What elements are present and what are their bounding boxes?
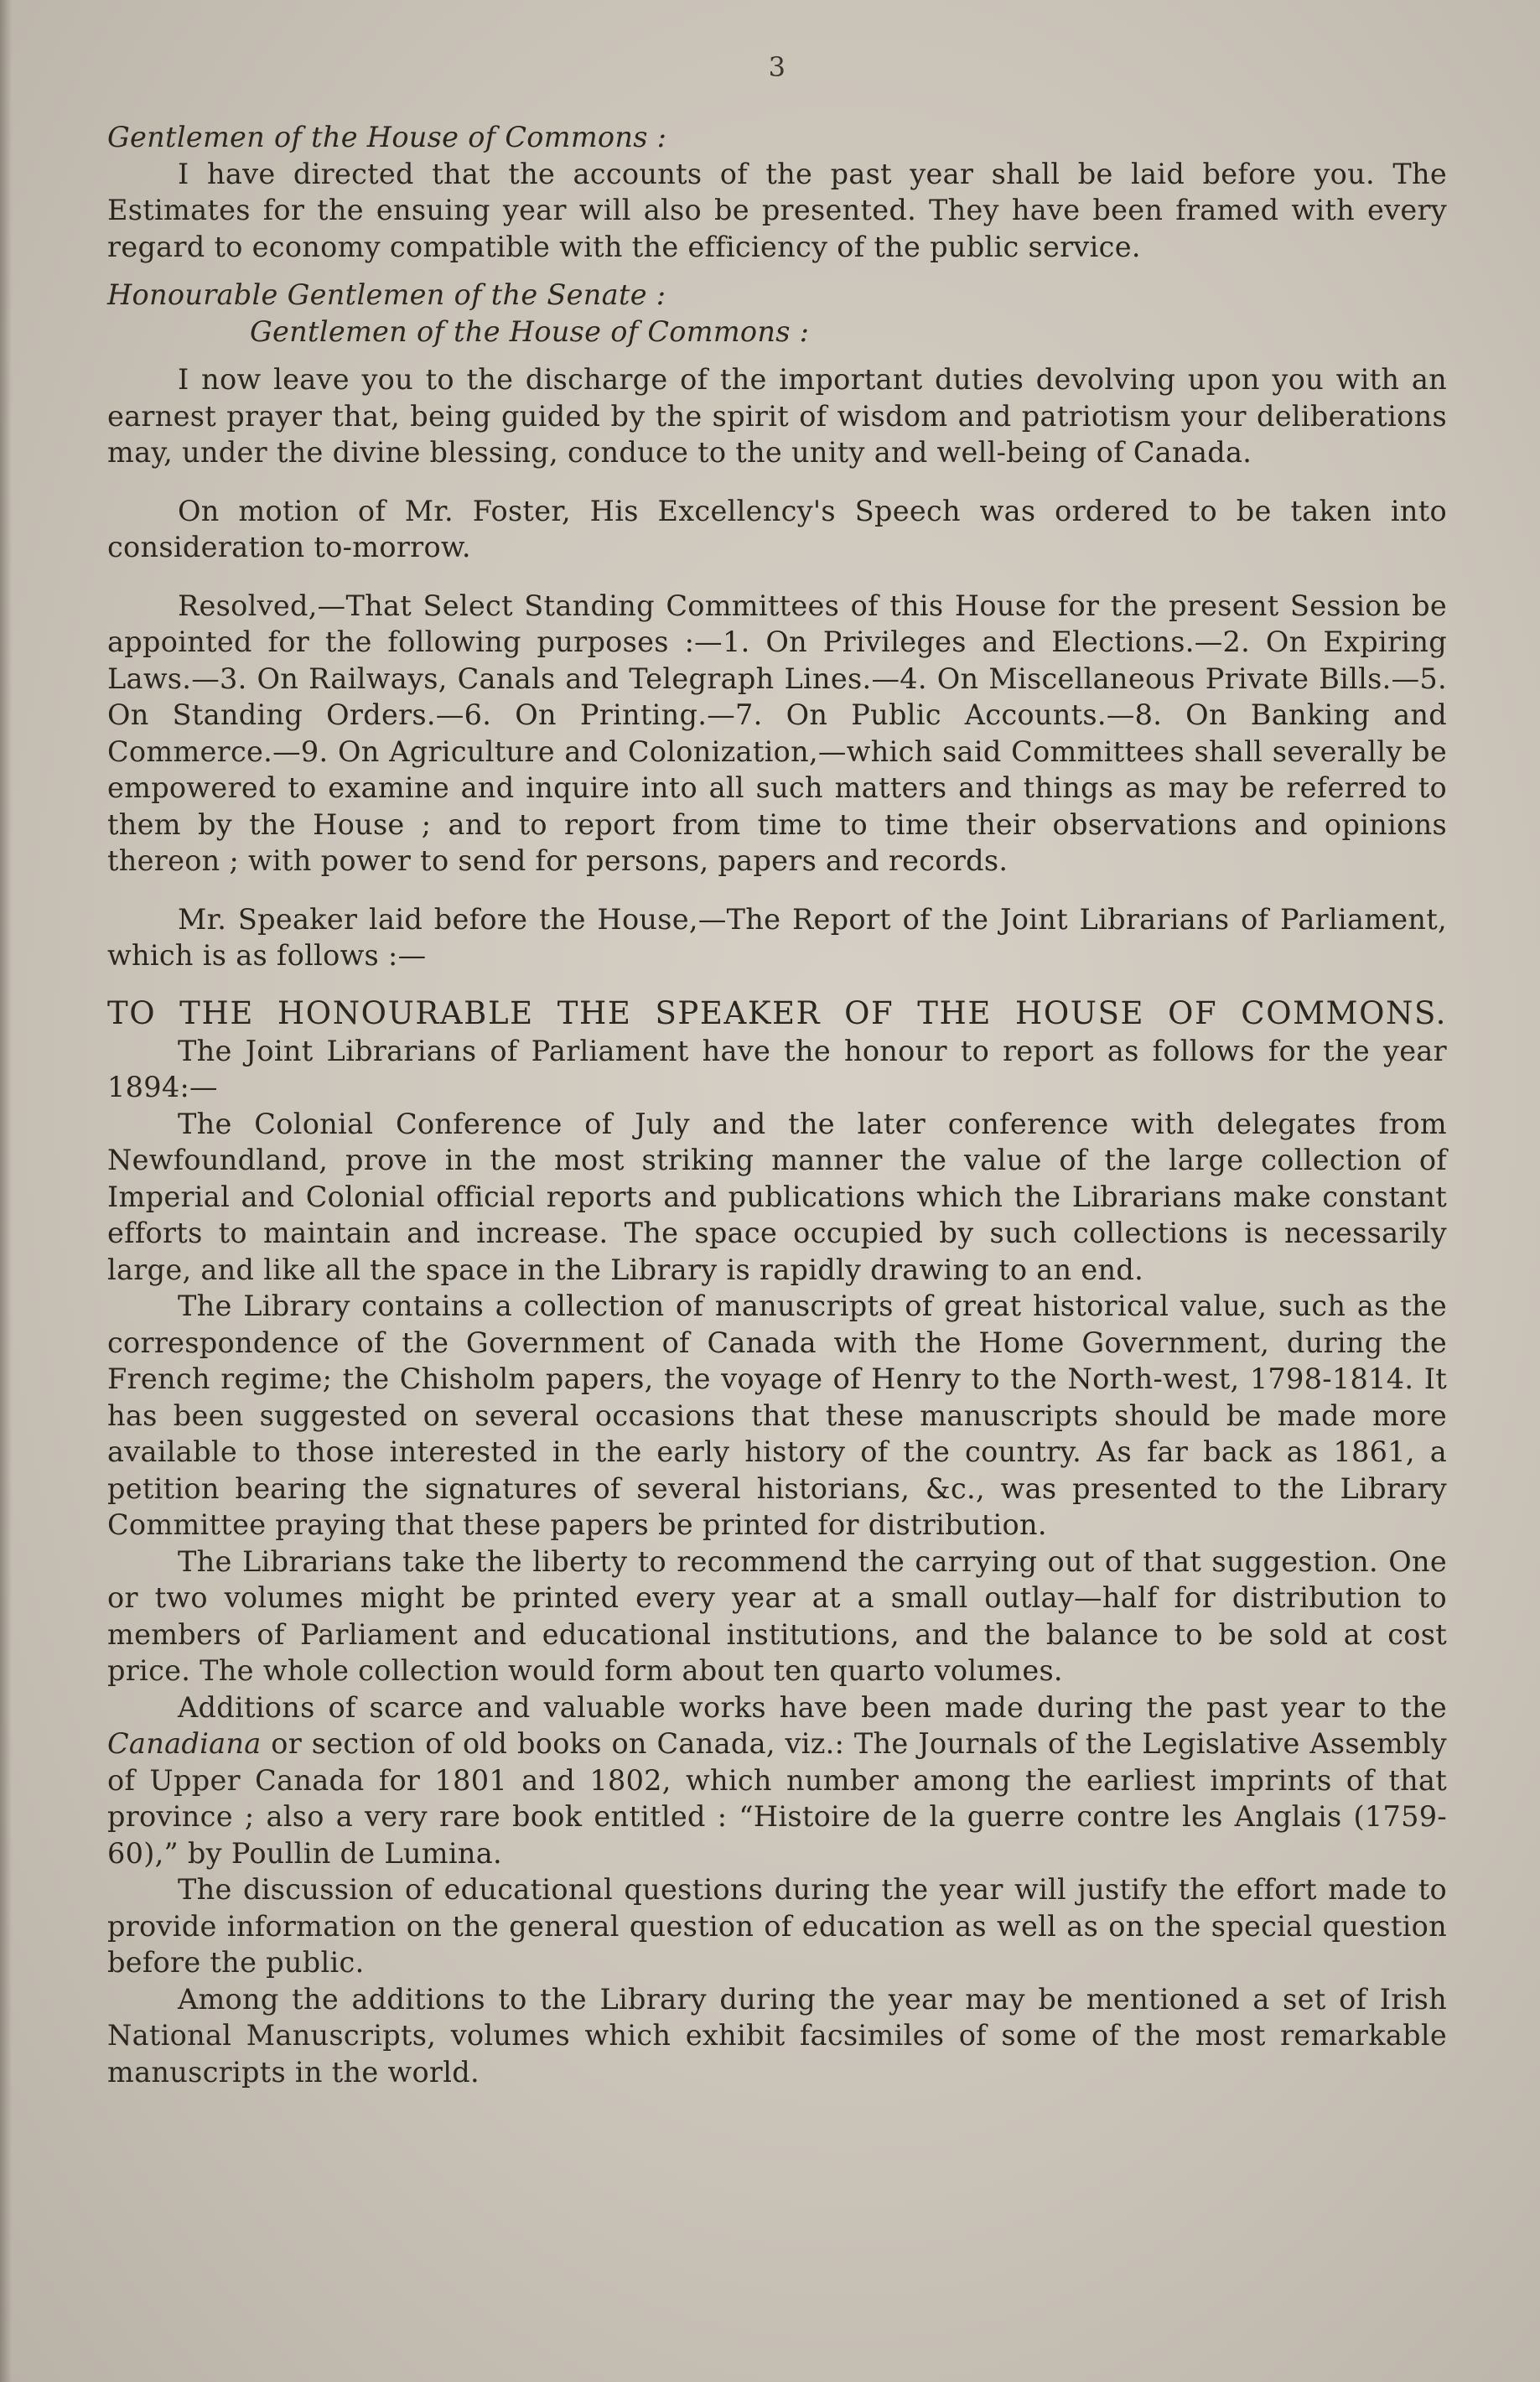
report-heading: TO THE HONOURABLE THE SPEAKER OF THE HOUSE OF COMMONS. <box>107 994 1447 1031</box>
additions-text-end: or section of old books on Canada, viz.: The Journals of the Legislative Assembly of Upper Canada for 1801 and 1802, which number among the earliest imprints of that province ; also a very rare book entitled : “Histoire de la guerre contre les Anglais (1759-60),” by Poullin de Lumina. <box>107 1727 1447 1870</box>
paragraph-resolved: Resolved,—That Select Standing Committees of this House for the present Session be appointed for the following purposes :—1. On Privileges and Elections.—2. On Expiring Laws.—3. On Railways, Canals and Telegraph Lines.—4. On Miscellaneous Private Bills.—5. On Standing Orders.—6. On Printing.—7. On Public Accounts.—8. On Banking and Commerce.—9. On Agriculture and Colonization,—which said Committees shall severally be empowered to examine and inquire into all such matters and things as may be referred to them by the House ; and to report from time to time their observations and opinions thereon ; with power to send for persons, papers and records. <box>107 589 1447 877</box>
report-education-paragraph: The discussion of educational questions during the year will justify the effort made to provide information on the general question of education as well as on the special question before the public. <box>107 1873 1447 1979</box>
report-recommend-paragraph: The Librarians take the liberty to recommend the carrying out of that suggestion. One or two volumes might be printed every year at a small outlay—half for distribution to members of Parliament and educational institutions, and the balance to be sold at cost price. The whole collection would form about ten quarto volumes. <box>107 1544 1447 1687</box>
report-intro: The Joint Librarians of Parliament have the honour to report as follows for the year 1894:— <box>107 1034 1447 1103</box>
salutation-commons: Gentlemen of the House of Commons : <box>107 121 667 153</box>
salutation-senate: Honourable Gentlemen of the Senate : <box>107 278 666 311</box>
report-additions-paragraph <box>107 1689 1447 1872</box>
paragraph-prayer: I now leave you to the discharge of the important duties devolving upon you with an earnest prayer that, being guided by the spirit of wisdom and patriotism your deliberations may, under the divine blessing, conduce to the unity and well-being of Canada. <box>107 363 1447 469</box>
page-number: 3 <box>768 51 786 83</box>
additions-text-start: Additions of scarce and valuable works have been made during the past year to the <box>178 1690 1447 1724</box>
paragraph-speaker: Mr. Speaker laid before the House,—The Report of the Joint Librarians of Parliament, which is as follows :— <box>107 902 1447 972</box>
report-manuscripts-paragraph: The Library contains a collection of manuscripts of great historical value, such as the correspondence of the Government of Canada with the Home Government, during the French regime; the Chisholm papers, the voyage of Henry to the North-west, 1798-1814. It has been suggested on several occasions that these manuscripts should be made more available to those interested in the early history of the country. As far back as 1861, a petition bearing the signatures of several historians, &c., was presented to the Library Committee praying that these papers be printed for distribution. <box>107 1290 1447 1541</box>
salutation-commons-second: Gentlemen of the House of Commons : <box>250 314 810 348</box>
report-irish-paragraph: Among the additions to the Library during the year may be mentioned a set of Irish National Manuscripts, volumes which exhibit facsimiles of some of the most remarkable manuscripts in the world. <box>107 1982 1447 2089</box>
report-colonial-paragraph: The Colonial Conference of July and the later conference with delegates from Newfoundland, prove in the most striking manner the value of the large collection of Imperial and Colonial official reports and publications which the Librarians make constant efforts to maintain and increase. The space occupied by such collections is necessarily large, and like all the space in the Library is rapidly drawing to an end. <box>107 1107 1447 1286</box>
page-binding-edge <box>0 0 12 2382</box>
text-column <box>107 42 1447 2090</box>
paragraph-accounts: I have directed that the accounts of the past year shall be laid before you. The Estimates for the ensuing year will also be presented. They have been framed with every regard to economy compatible with the efficiency of the public service. <box>107 157 1447 263</box>
paragraph-motion: On motion of Mr. Foster, His Excellency's Speech was ordered to be taken into consideration to-morrow. <box>107 494 1447 563</box>
canadiana-italic: Canadiana <box>107 1727 262 1760</box>
